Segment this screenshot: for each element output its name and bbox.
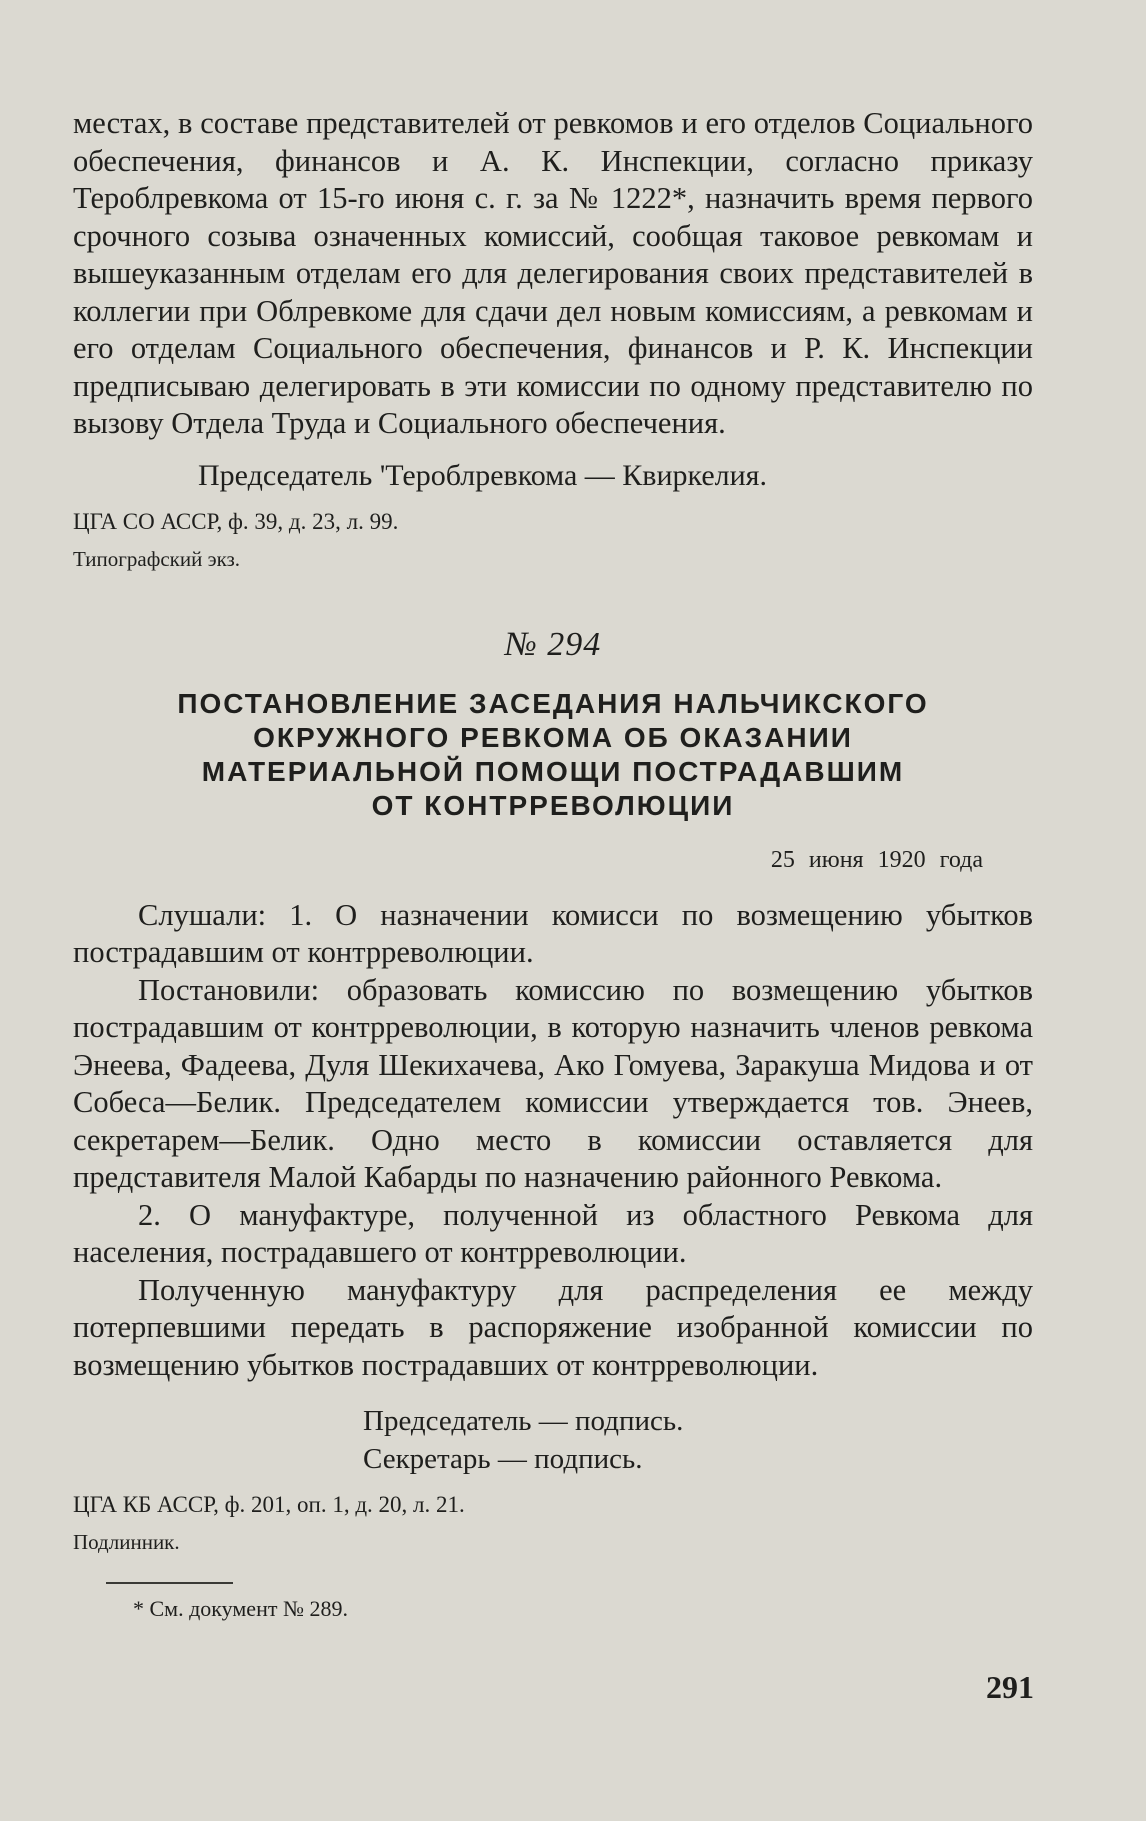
document-archive-reference: ЦГА КБ АССР, ф. 201, оп. 1, д. 20, л. 21.: [73, 1492, 465, 1517]
decided-item-2: Полученную мануфактуру для распределения ее между потерпевшими передать в распоряжение изобранной комиссии по возмещению убытков пострадавших от контрреволюции.: [73, 1272, 1033, 1382]
document-title-line: ОТ КОНТРРЕВОЛЮЦИИ: [371, 789, 735, 821]
document-title-line: МАТЕРИАЛЬНОЙ ПОМОЩИ ПОСТРАДАВШИМ: [201, 755, 905, 787]
document-title: [73, 687, 1033, 823]
document-title-line: ПОСТАНОВЛЕНИЕ ЗАСЕДАНИЯ НАЛЬЧИКСКОГО: [177, 687, 929, 719]
document-date: 25 июня 1920 года: [770, 846, 983, 873]
resolution-body: [73, 897, 1033, 1385]
previous-document-paragraph: местах, в составе представителей от ревкомов и его отделов Социального обеспечения, финансов и А. К. Инспекции, согласно приказу Тероблревкома от 15-го июня с. г. за № 1222*, назначить время первого срочного созыва означенных комиссий, сообщая таковое ревкомам и вышеуказанным отделам его для делегирования своих представителей в коллегии при Облревкоме для сдачи дел новым комиссиям, а ревкомам и его отделам Социального обеспечения, финансов и Р. К. Инспекции предписываю делегировать в эти комиссии по одному представителю по вызову Отдела Труда и Социального обеспечения.: [73, 106, 1033, 440]
footnote: * См. документ № 289.: [133, 1596, 348, 1621]
chairman-signature: Председатель — подпись.: [363, 1405, 684, 1437]
previous-document-copy-type: Типографский экз.: [73, 546, 241, 571]
signatures-block: [363, 1402, 1033, 1478]
page-content: [73, 105, 1033, 1624]
heard-item-2: 2. О мануфактуре, полученной из областного Ревкома для населения, пострадавшего от контрреволюции.: [73, 1197, 1033, 1269]
document-title-line: ОКРУЖНОГО РЕВКОМА ОБ ОКАЗАНИИ: [253, 721, 853, 753]
document-number: № 294: [504, 625, 602, 663]
heard-item-1: Слушали: 1. О назначении комисси по возмещению убытков пострадавшим от контрреволюции.: [73, 897, 1033, 969]
footnote-divider: [106, 1582, 233, 1584]
page-number: 291: [986, 1669, 1034, 1705]
previous-document-signature: Председатель 'Тероблревкома — Квиркелия.: [198, 458, 767, 492]
previous-document-archive-reference: ЦГА СО АССР, ф. 39, д. 23, л. 99.: [73, 508, 399, 534]
document-copy-type: Подлинник.: [73, 1530, 180, 1554]
secretary-signature: Секретарь — подпись.: [363, 1443, 643, 1475]
decided-item-1: Постановили: образовать комиссию по возмещению убытков пострадавшим от контрреволюции, в которую назначить членов ревкома Энеева, Фадеева, Дуля Шекихачева, Ако Гомуева, Заракуша Мидова и от Собеса—Белик. Председателем комиссии утверждается тов. Энеев, секретарем—Белик. Одно место в комиссии оставляется для представителя Малой Кабарды по назначению районного Ревкома.: [73, 972, 1033, 1194]
